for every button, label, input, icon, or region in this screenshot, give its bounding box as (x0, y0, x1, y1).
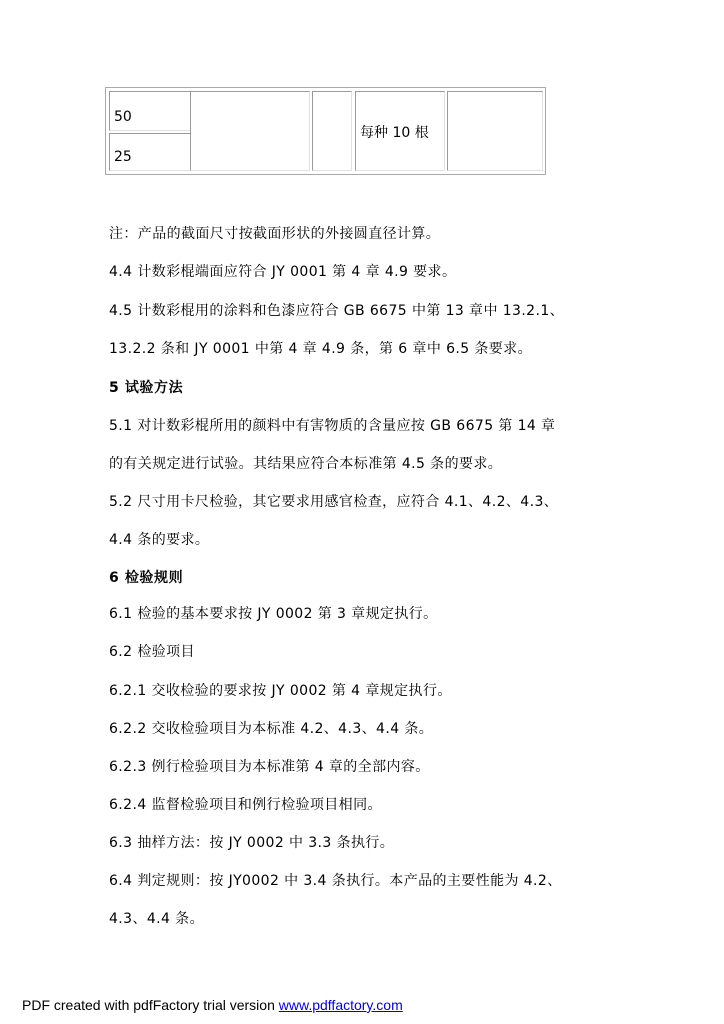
clause-4-5-continued: 13.2.2 条和 JY 0001 中第 4 章 4.9 条，第 6 章中 6.5 条要求。 (109, 341, 532, 357)
table-cell-text: 每种 10 根 (360, 125, 429, 141)
clause-6-2: 6.2 检验项目 (109, 644, 195, 660)
clause-6-1: 6.1 检验的基本要求按 JY 0002 第 3 章规定执行。 (109, 606, 438, 622)
table-cell-empty (190, 91, 310, 171)
table-cell-size-50 (109, 91, 191, 131)
clause-6-2-3: 6.2.3 例行检验项目为本标准第 4 章的全部内容。 (109, 759, 430, 775)
clause-6-2-2: 6.2.2 交收检验项目为本标准 4.2、4.3、4.4 条。 (109, 721, 434, 737)
footer-link[interactable]: www.pdffactory.com (278, 997, 403, 1013)
pdf-footer (22, 997, 403, 1013)
note-paragraph: 注：产品的截面尺寸按截面形状的外接圆直径计算。 (109, 226, 441, 242)
clause-5-1-continued: 的有关规定进行试验。其结果应符合本标准第 4.5 条的要求。 (109, 456, 503, 472)
section-heading-test-methods: 5 试验方法 (109, 380, 184, 396)
clause-6-2-1: 6.2.1 交收检验的要求按 JY 0002 第 4 章规定执行。 (109, 683, 452, 699)
clause-4-4: 4.4 计数彩棍端面应符合 JY 0001 第 4 章 4.9 要求。 (109, 264, 457, 280)
table-cell-empty (312, 91, 352, 171)
clause-5-2: 5.2 尺寸用卡尺检验，其它要求用感官检查，应符合 4.1、4.2、4.3、 (109, 494, 559, 510)
clause-6-4-continued: 4.3、4.4 条。 (109, 911, 204, 927)
table-cell-text: 50 (114, 109, 132, 125)
clause-4-5: 4.5 计数彩棍用的涂料和色漆应符合 GB 6675 中第 13 章中 13.2.1、 (109, 303, 565, 319)
clause-5-1: 5.1 对计数彩棍所用的颜料中有害物质的含量应按 GB 6675 第 14 章 (109, 418, 556, 434)
clause-6-3: 6.3 抽样方法：按 JY 0002 中 3.3 条执行。 (109, 835, 395, 851)
clause-6-4: 6.4 判定规则：按 JY0002 中 3.4 条执行。本产品的主要性能为 4.2、 (109, 873, 562, 889)
table-cell-text: 25 (114, 149, 132, 165)
section-heading-inspection-rules: 6 检验规则 (109, 570, 184, 586)
spec-table (105, 87, 546, 175)
clause-6-2-4: 6.2.4 监督检验项目和例行检验项目相同。 (109, 797, 382, 813)
table-cell-empty (447, 91, 543, 171)
clause-5-2-continued: 4.4 条的要求。 (109, 532, 210, 548)
table-cell-size-25 (109, 133, 191, 171)
footer-text: PDF created with pdfFactory trial version (22, 997, 279, 1013)
table-cell-sample-quantity (355, 91, 445, 171)
